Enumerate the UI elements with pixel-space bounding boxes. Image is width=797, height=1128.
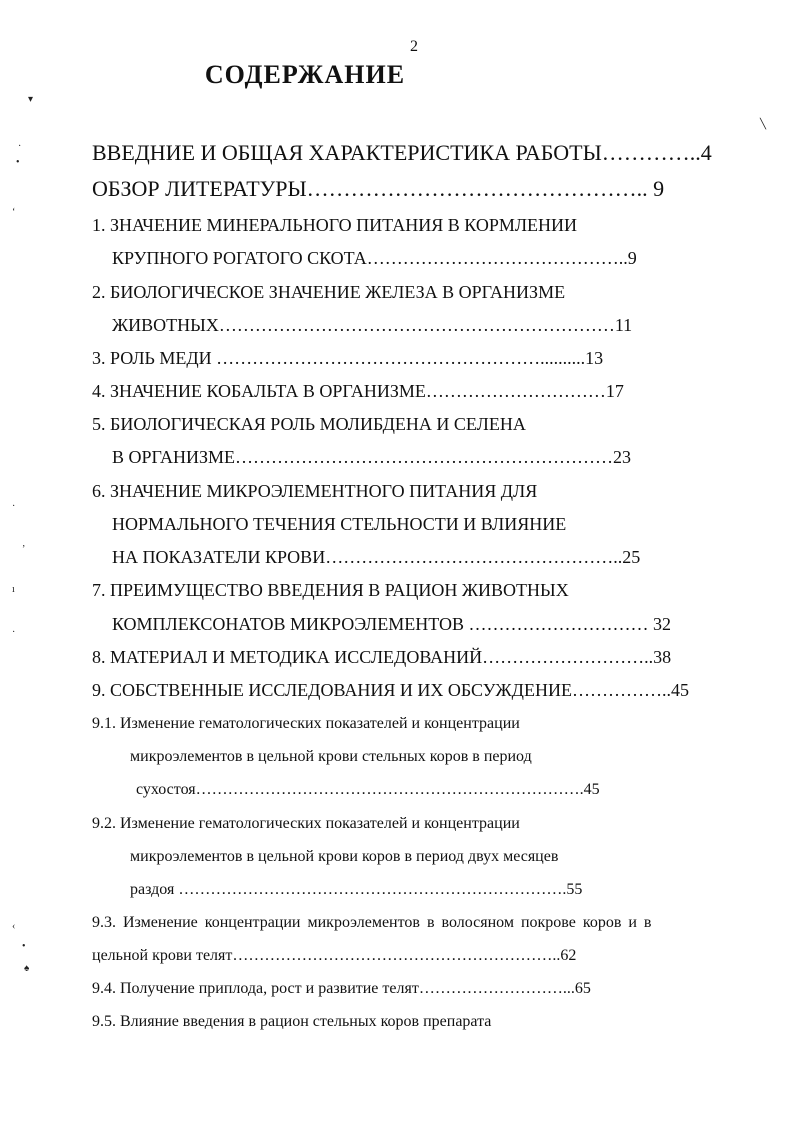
toc-entry-literature-review: ОБЗОР ЛИТЕРАТУРЫ……………………………………….. 9 [92,176,665,201]
toc-entry-2: 2. БИОЛОГИЧЕСКОЕ ЗНАЧЕНИЕ ЖЕЛЕЗА В ОРГАНИЗМЕ [92,282,566,302]
toc-entry-3: 3. РОЛЬ МЕДИ ………………………………………………..........13 [92,348,604,368]
toc-entry-9-3: 9.3. Изменение концентрации микроэлементов в волосяном покрове коров и в [92,914,652,931]
toc-entry-9-5: 9.5. Влияние введения в рацион стельных коров препарата [92,1013,492,1030]
toc-entry-4: 4. ЗНАЧЕНИЕ КОБАЛЬТА В ОРГАНИЗМЕ…………………………17 [92,381,624,401]
scan-speck: · [12,501,16,512]
toc-entry-8: 8. МАТЕРИАЛ И МЕТОДИКА ИССЛЕДОВАНИЙ………………………..38 [92,647,672,667]
toc-entry-1: 1. ЗНАЧЕНИЕ МИНЕРАЛЬНОГО ПИТАНИЯ В КОРМЛЕНИИ [92,215,578,235]
scan-speck: ▾ [28,94,34,105]
toc-entry-2-continuation: ЖИВОТНЫХ…………………………………………………………11 [112,315,633,335]
toc-entry-1-continuation: КРУПНОГО РОГАТОГО СКОТА……………………………………..9 [112,248,637,268]
toc-entry-9-4: 9.4. Получение приплода, рост и развитие телят………………………...65 [92,980,591,997]
scan-speck: · [12,627,16,638]
toc-entry-9-2-continuation-1: микроэлементов в цельной крови коров в период двух месяцев [130,848,559,865]
scan-speck: ╲ [760,119,767,130]
toc-entry-6-continuation-1: НОРМАЛЬНОГО ТЕЧЕНИЯ СТЕЛЬНОСТИ И ВЛИЯНИЕ [112,514,567,534]
toc-entry-9-2: 9.2. Изменение гематологических показателей и концентрации [92,815,520,832]
toc-entry-introduction: ВВЕДНИЕ И ОБЩАЯ ХАРАКТЕРИСТИКА РАБОТЫ…………..4 [92,140,712,165]
scan-speck: • [22,941,26,952]
scan-speck: ʻ [12,207,16,218]
toc-entry-9-1-continuation-2: сухостоя……………………………………………………………….45 [136,781,600,798]
toc-entry-5: 5. БИОЛОГИЧЕСКАЯ РОЛЬ МОЛИБДЕНА И СЕЛЕНА [92,414,526,434]
toc-entry-7-continuation: КОМПЛЕКСОНАТОВ МИКРОЭЛЕМЕНТОВ ………………………… 32 [112,614,671,634]
toc-entry-9-1: 9.1. Изменение гематологических показателей и концентрации [92,715,520,732]
scan-speck: • [16,157,20,168]
toc-entry-7: 7. ПРЕИМУЩЕСТВО ВВЕДЕНИЯ В РАЦИОН ЖИВОТНЫХ [92,580,569,600]
toc-entry-5-continuation: В ОРГАНИЗМЕ………………………………………………………23 [112,447,631,467]
scan-speck: ♠ [24,963,30,974]
toc-entry-6: 6. ЗНАЧЕНИЕ МИКРОЭЛЕМЕНТНОГО ПИТАНИЯ ДЛЯ [92,481,538,501]
scan-speck: ‹ [12,921,16,932]
toc-entry-9: 9. СОБСТВЕННЫЕ ИССЛЕДОВАНИЯ И ИХ ОБСУЖДЕНИЕ……………..45 [92,680,689,700]
toc-entry-6-continuation-2: НА ПОКАЗАТЕЛИ КРОВИ…………………………………………..25 [112,547,641,567]
scan-speck: ı [12,584,15,595]
scan-speck: ʼ [22,544,26,555]
page-title: СОДЕРЖАНИЕ [204,60,406,89]
scan-speck: · [18,141,22,152]
page-number: 2 [410,38,418,55]
toc-entry-9-1-continuation-1: микроэлементов в цельной крови стельных коров в период [130,748,532,765]
toc-entry-9-3-continuation: цельной крови телят……………………………………………………..62 [92,947,577,964]
toc-entry-9-2-continuation-2: раздоя ……………………………………………………………….55 [130,881,583,898]
